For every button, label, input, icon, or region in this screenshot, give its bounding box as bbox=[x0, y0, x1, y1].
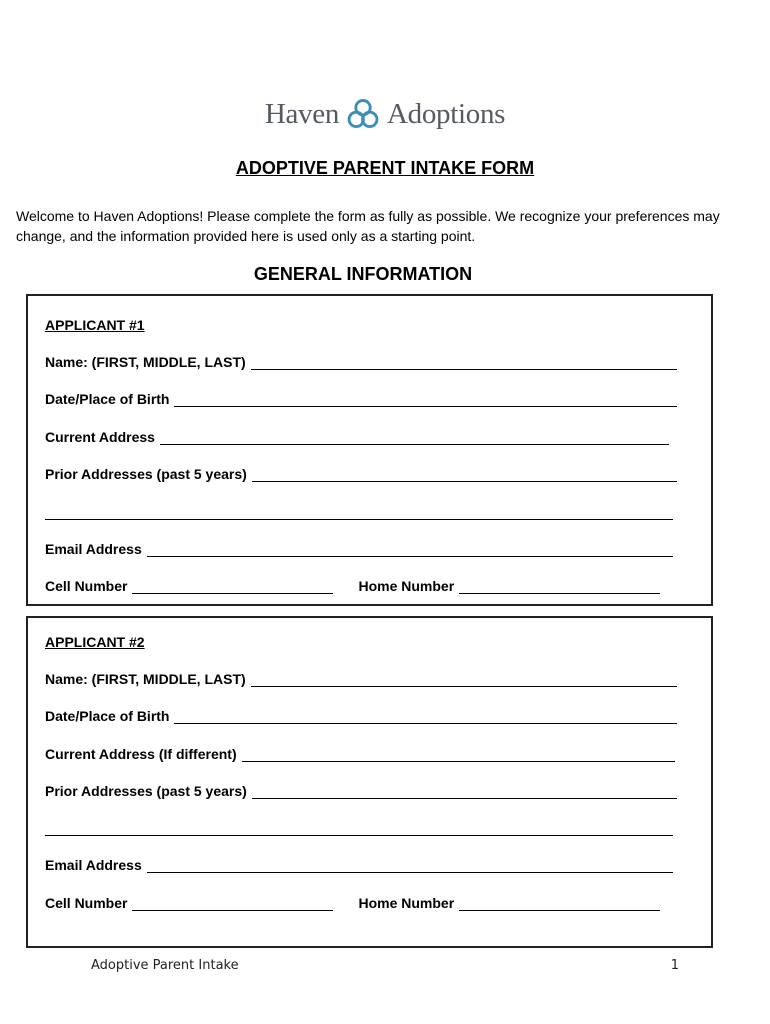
home-field[interactable] bbox=[459, 896, 660, 911]
haven-adoptions-logo bbox=[0, 96, 770, 132]
applicant-1-address-row bbox=[45, 425, 669, 445]
trefoil-knot-icon bbox=[345, 96, 381, 132]
applicant-2-prior-row-2 bbox=[45, 816, 673, 836]
applicant-1-heading-row bbox=[45, 313, 677, 333]
applicant-1-name-row bbox=[45, 350, 677, 370]
email-field[interactable] bbox=[147, 542, 673, 557]
dob-field[interactable] bbox=[174, 709, 677, 724]
cell-field[interactable] bbox=[132, 579, 333, 594]
applicant-2-phone-row bbox=[45, 891, 673, 911]
prior-address-field[interactable] bbox=[252, 784, 677, 799]
prior-address-label: Prior Addresses (past 5 years) bbox=[45, 466, 247, 482]
name-label: Name: (FIRST, MIDDLE, LAST) bbox=[45, 354, 246, 370]
home-group bbox=[358, 578, 660, 594]
applicant-2-address-row bbox=[45, 742, 675, 762]
applicant-2-box bbox=[26, 616, 713, 948]
email-label: Email Address bbox=[45, 857, 142, 873]
footer-title: Adoptive Parent Intake bbox=[91, 958, 239, 973]
address-field[interactable] bbox=[242, 747, 675, 762]
prior-address-field-2[interactable] bbox=[45, 505, 673, 520]
address-label: Current Address (If different) bbox=[45, 746, 237, 762]
applicant-2-name-row bbox=[45, 667, 677, 687]
home-group bbox=[358, 895, 660, 911]
applicant-1-email-row bbox=[45, 537, 673, 557]
form-title: ADOPTIVE PARENT INTAKE FORM bbox=[235, 158, 535, 178]
address-field[interactable] bbox=[160, 430, 669, 445]
cell-group bbox=[45, 578, 333, 594]
home-field[interactable] bbox=[459, 579, 660, 594]
applicant-2-heading-row bbox=[45, 630, 677, 650]
home-label: Home Number bbox=[358, 578, 455, 594]
logo-word-adoptions: Adoptions bbox=[387, 97, 506, 130]
cell-label: Cell Number bbox=[45, 895, 128, 911]
applicant-1-heading: APPLICANT #1 bbox=[45, 317, 145, 333]
applicant-1-prior-row-2 bbox=[45, 500, 673, 520]
home-label: Home Number bbox=[358, 895, 455, 911]
prior-address-field-2[interactable] bbox=[45, 821, 673, 836]
page-number: 1 bbox=[670, 958, 679, 973]
applicant-2-prior-row bbox=[45, 779, 677, 799]
prior-address-field[interactable] bbox=[252, 467, 677, 482]
applicant-1-prior-row bbox=[45, 462, 677, 482]
applicant-2-heading: APPLICANT #2 bbox=[45, 634, 145, 650]
cell-field[interactable] bbox=[132, 896, 333, 911]
name-label: Name: (FIRST, MIDDLE, LAST) bbox=[45, 671, 246, 687]
applicant-1-dob-row bbox=[45, 387, 677, 407]
dob-field[interactable] bbox=[174, 392, 677, 407]
email-label: Email Address bbox=[45, 541, 142, 557]
name-field[interactable] bbox=[251, 355, 677, 370]
cell-group bbox=[45, 895, 333, 911]
page-footer bbox=[91, 958, 679, 973]
logo-word-haven: Haven bbox=[264, 97, 340, 130]
dob-label: Date/Place of Birth bbox=[45, 708, 170, 724]
email-field[interactable] bbox=[147, 858, 673, 873]
dob-label: Date/Place of Birth bbox=[45, 391, 170, 407]
prior-address-label: Prior Addresses (past 5 years) bbox=[45, 783, 247, 799]
applicant-2-email-row bbox=[45, 853, 673, 873]
applicant-1-box bbox=[26, 294, 713, 606]
cell-label: Cell Number bbox=[45, 578, 128, 594]
applicant-2-dob-row bbox=[45, 704, 677, 724]
intro-paragraph: Welcome to Haven Adoptions! Please complete the form as fully as possible. We recognize your preferences may change, and the information provided here is used only as a starting point. bbox=[16, 208, 720, 244]
name-field[interactable] bbox=[251, 672, 677, 687]
address-label: Current Address bbox=[45, 429, 155, 445]
section-title: GENERAL INFORMATION bbox=[253, 264, 473, 284]
applicant-1-phone-row bbox=[45, 574, 673, 594]
